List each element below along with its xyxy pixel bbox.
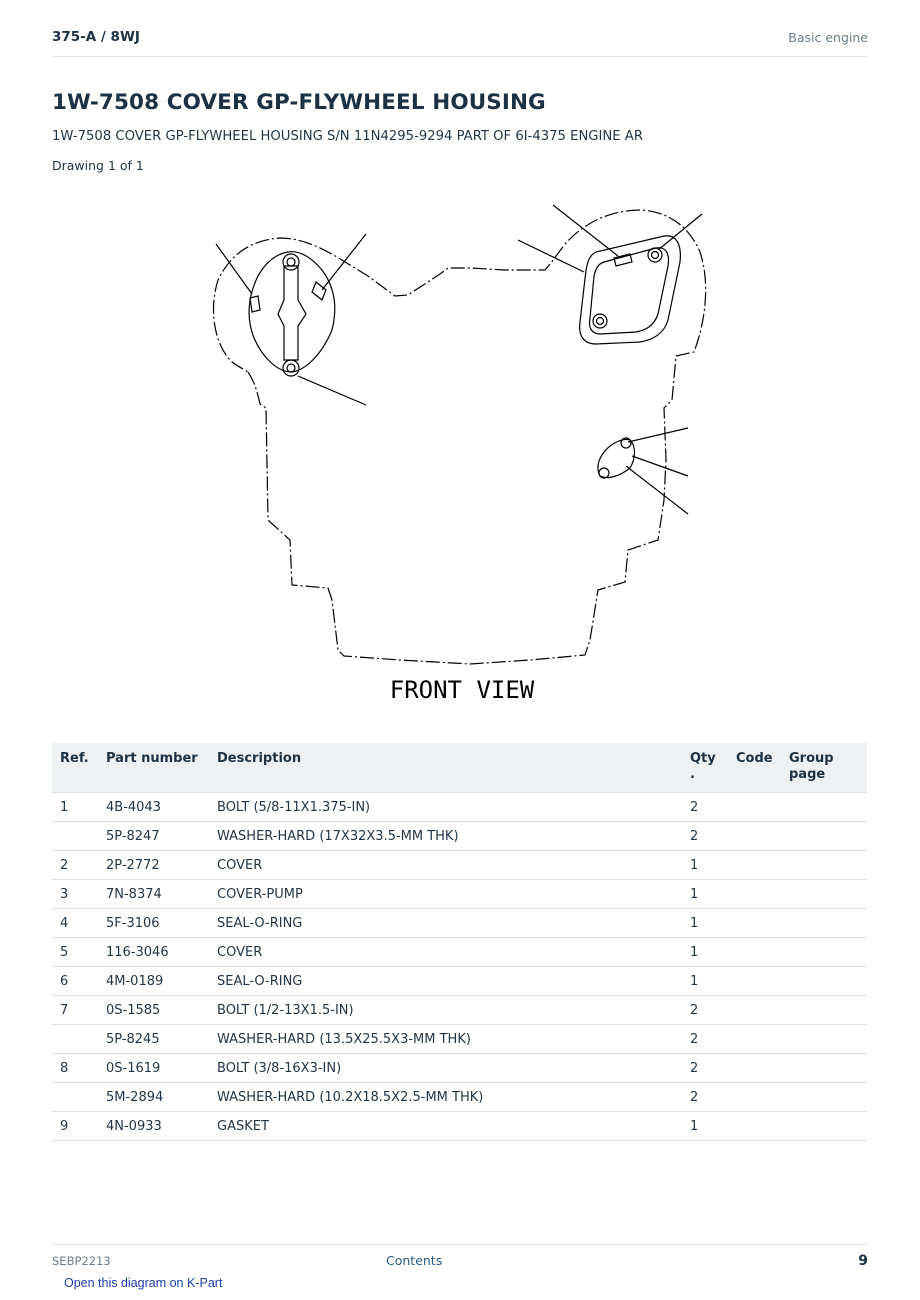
- cell-code: [728, 938, 781, 967]
- page-number: 9: [858, 1253, 868, 1269]
- cell-description: BOLT (3/8-16X3-IN): [209, 1054, 682, 1083]
- cell-description: COVER: [209, 851, 682, 880]
- document-id: SEBP2213: [52, 1254, 111, 1268]
- contents-link[interactable]: Contents: [386, 1253, 443, 1268]
- cell-qty: 2: [682, 1025, 728, 1054]
- cell-ref: 6: [52, 967, 98, 996]
- col-group-page: Group page: [781, 743, 867, 793]
- bolt-pump-top: [648, 248, 662, 262]
- cell-group-page: [781, 967, 867, 996]
- page-footer: [52, 1244, 868, 1275]
- cell-qty: 2: [682, 1054, 728, 1083]
- cell-code: [728, 996, 781, 1025]
- cell-qty: 1: [682, 851, 728, 880]
- cell-group-page: [781, 822, 867, 851]
- cell-part-number: 2P-2772: [98, 851, 209, 880]
- cell-description: SEAL-O-RING: [209, 909, 682, 938]
- table-row: [52, 938, 867, 967]
- cell-group-page: [781, 909, 867, 938]
- table-row: [52, 880, 867, 909]
- cover-left-rib: [278, 266, 306, 360]
- engine-outline: [214, 210, 706, 664]
- bolt-bottom-left: [283, 360, 299, 376]
- cell-group-page: [781, 1025, 867, 1054]
- cover-pump-inner: [589, 248, 668, 334]
- tab-right: [312, 282, 326, 300]
- page-subtitle: 1W-7508 COVER GP-FLYWHEEL HOUSING S/N 11N4295-9294 PART OF 6I-4375 ENGINE AR: [52, 129, 643, 144]
- cell-ref: [52, 1025, 98, 1054]
- cell-group-page: [781, 938, 867, 967]
- cell-description: COVER-PUMP: [209, 880, 682, 909]
- col-code: Code: [728, 743, 781, 793]
- cell-code: [728, 851, 781, 880]
- cell-ref: [52, 822, 98, 851]
- page-header: [52, 29, 868, 57]
- cell-description: BOLT (1/2-13X1.5-IN): [209, 996, 682, 1025]
- cell-ref: 3: [52, 880, 98, 909]
- table-row: [52, 909, 867, 938]
- bolt-bottom-left-inner: [287, 364, 295, 372]
- cell-code: [728, 1025, 781, 1054]
- cell-part-number: 4B-4043: [98, 793, 209, 822]
- cell-ref: [52, 1083, 98, 1112]
- leader-line: [322, 234, 366, 290]
- parts-table-header: [52, 743, 867, 793]
- cell-description: SEAL-O-RING: [209, 967, 682, 996]
- cell-code: [728, 1112, 781, 1141]
- cell-code: [728, 1083, 781, 1112]
- table-row: [52, 822, 867, 851]
- cell-description: COVER: [209, 938, 682, 967]
- cell-description: WASHER-HARD (13.5X25.5X3-MM THK): [209, 1025, 682, 1054]
- cell-group-page: [781, 880, 867, 909]
- cell-code: [728, 880, 781, 909]
- cell-part-number: 116-3046: [98, 938, 209, 967]
- cell-qty: 1: [682, 880, 728, 909]
- cell-description: WASHER-HARD (17X32X3.5-MM THK): [209, 822, 682, 851]
- cell-part-number: 5P-8247: [98, 822, 209, 851]
- cell-ref: 7: [52, 996, 98, 1025]
- cell-qty: 1: [682, 967, 728, 996]
- cell-group-page: [781, 793, 867, 822]
- open-kpart-link[interactable]: Open this diagram on K-Part: [64, 1276, 223, 1290]
- cell-description: WASHER-HARD (10.2X18.5X2.5-MM THK): [209, 1083, 682, 1112]
- cell-group-page: [781, 1112, 867, 1141]
- cover-pump: [580, 236, 681, 344]
- table-row: [52, 1025, 867, 1054]
- table-row: [52, 1054, 867, 1083]
- cell-group-page: [781, 851, 867, 880]
- cell-qty: 1: [682, 1112, 728, 1141]
- cell-qty: 2: [682, 793, 728, 822]
- cell-part-number: 5F-3106: [98, 909, 209, 938]
- cell-code: [728, 967, 781, 996]
- table-row: [52, 1083, 867, 1112]
- cell-code: [728, 793, 781, 822]
- cell-ref: 8: [52, 1054, 98, 1083]
- cell-qty: 1: [682, 938, 728, 967]
- col-description: Description: [209, 743, 682, 793]
- bolt-pump-bottom-inner: [597, 318, 604, 325]
- cell-part-number: 5M-2894: [98, 1083, 209, 1112]
- cell-group-page: [781, 1054, 867, 1083]
- cell-ref: 9: [52, 1112, 98, 1141]
- parts-table: [52, 743, 867, 1141]
- leader-line: [216, 244, 252, 294]
- col-qty: Qty .: [682, 743, 728, 793]
- table-row: [52, 967, 867, 996]
- leader-line: [553, 205, 618, 256]
- cell-code: [728, 909, 781, 938]
- bolt-pump-top-inner: [652, 252, 659, 259]
- col-ref: Ref.: [52, 743, 98, 793]
- cell-group-page: [781, 996, 867, 1025]
- cell-part-number: 0S-1585: [98, 996, 209, 1025]
- col-part-number: Part number: [98, 743, 209, 793]
- cell-qty: 2: [682, 822, 728, 851]
- cell-ref: 2: [52, 851, 98, 880]
- leader-line: [632, 456, 688, 476]
- tab-left: [250, 296, 260, 312]
- cell-ref: 1: [52, 793, 98, 822]
- cell-part-number: 4M-0189: [98, 967, 209, 996]
- bolt-pump-bottom: [593, 314, 607, 328]
- bolt-top-left-inner: [287, 258, 295, 266]
- cell-ref: 4: [52, 909, 98, 938]
- leader-line: [518, 240, 584, 272]
- page-title: 1W-7508 COVER GP-FLYWHEEL HOUSING: [52, 90, 546, 115]
- bolt-small-bottom: [599, 468, 609, 478]
- section-name: Basic engine: [788, 30, 868, 45]
- table-row: [52, 851, 867, 880]
- cell-part-number: 0S-1619: [98, 1054, 209, 1083]
- cell-qty: 2: [682, 1083, 728, 1112]
- bolt-top-left: [283, 254, 299, 270]
- cell-description: GASKET: [209, 1112, 682, 1141]
- breadcrumb: 375-A / 8WJ: [52, 29, 140, 45]
- cell-group-page: [781, 1083, 867, 1112]
- cell-part-number: 5P-8245: [98, 1025, 209, 1054]
- drawing-caption: FRONT VIEW: [389, 676, 535, 704]
- table-row: [52, 1112, 867, 1141]
- table-row: [52, 996, 867, 1025]
- leader-line: [298, 376, 366, 405]
- cell-ref: 5: [52, 938, 98, 967]
- leader-line: [658, 214, 702, 250]
- table-row: [52, 793, 867, 822]
- parts-drawing: [200, 195, 720, 710]
- cell-description: BOLT (5/8-11X1.375-IN): [209, 793, 682, 822]
- cell-code: [728, 1054, 781, 1083]
- leader-line: [628, 428, 688, 442]
- drawing-count: Drawing 1 of 1: [52, 158, 144, 173]
- cell-qty: 1: [682, 909, 728, 938]
- cell-code: [728, 822, 781, 851]
- cell-part-number: 7N-8374: [98, 880, 209, 909]
- cover-small: [598, 440, 635, 478]
- cell-part-number: 4N-0933: [98, 1112, 209, 1141]
- cell-qty: 2: [682, 996, 728, 1025]
